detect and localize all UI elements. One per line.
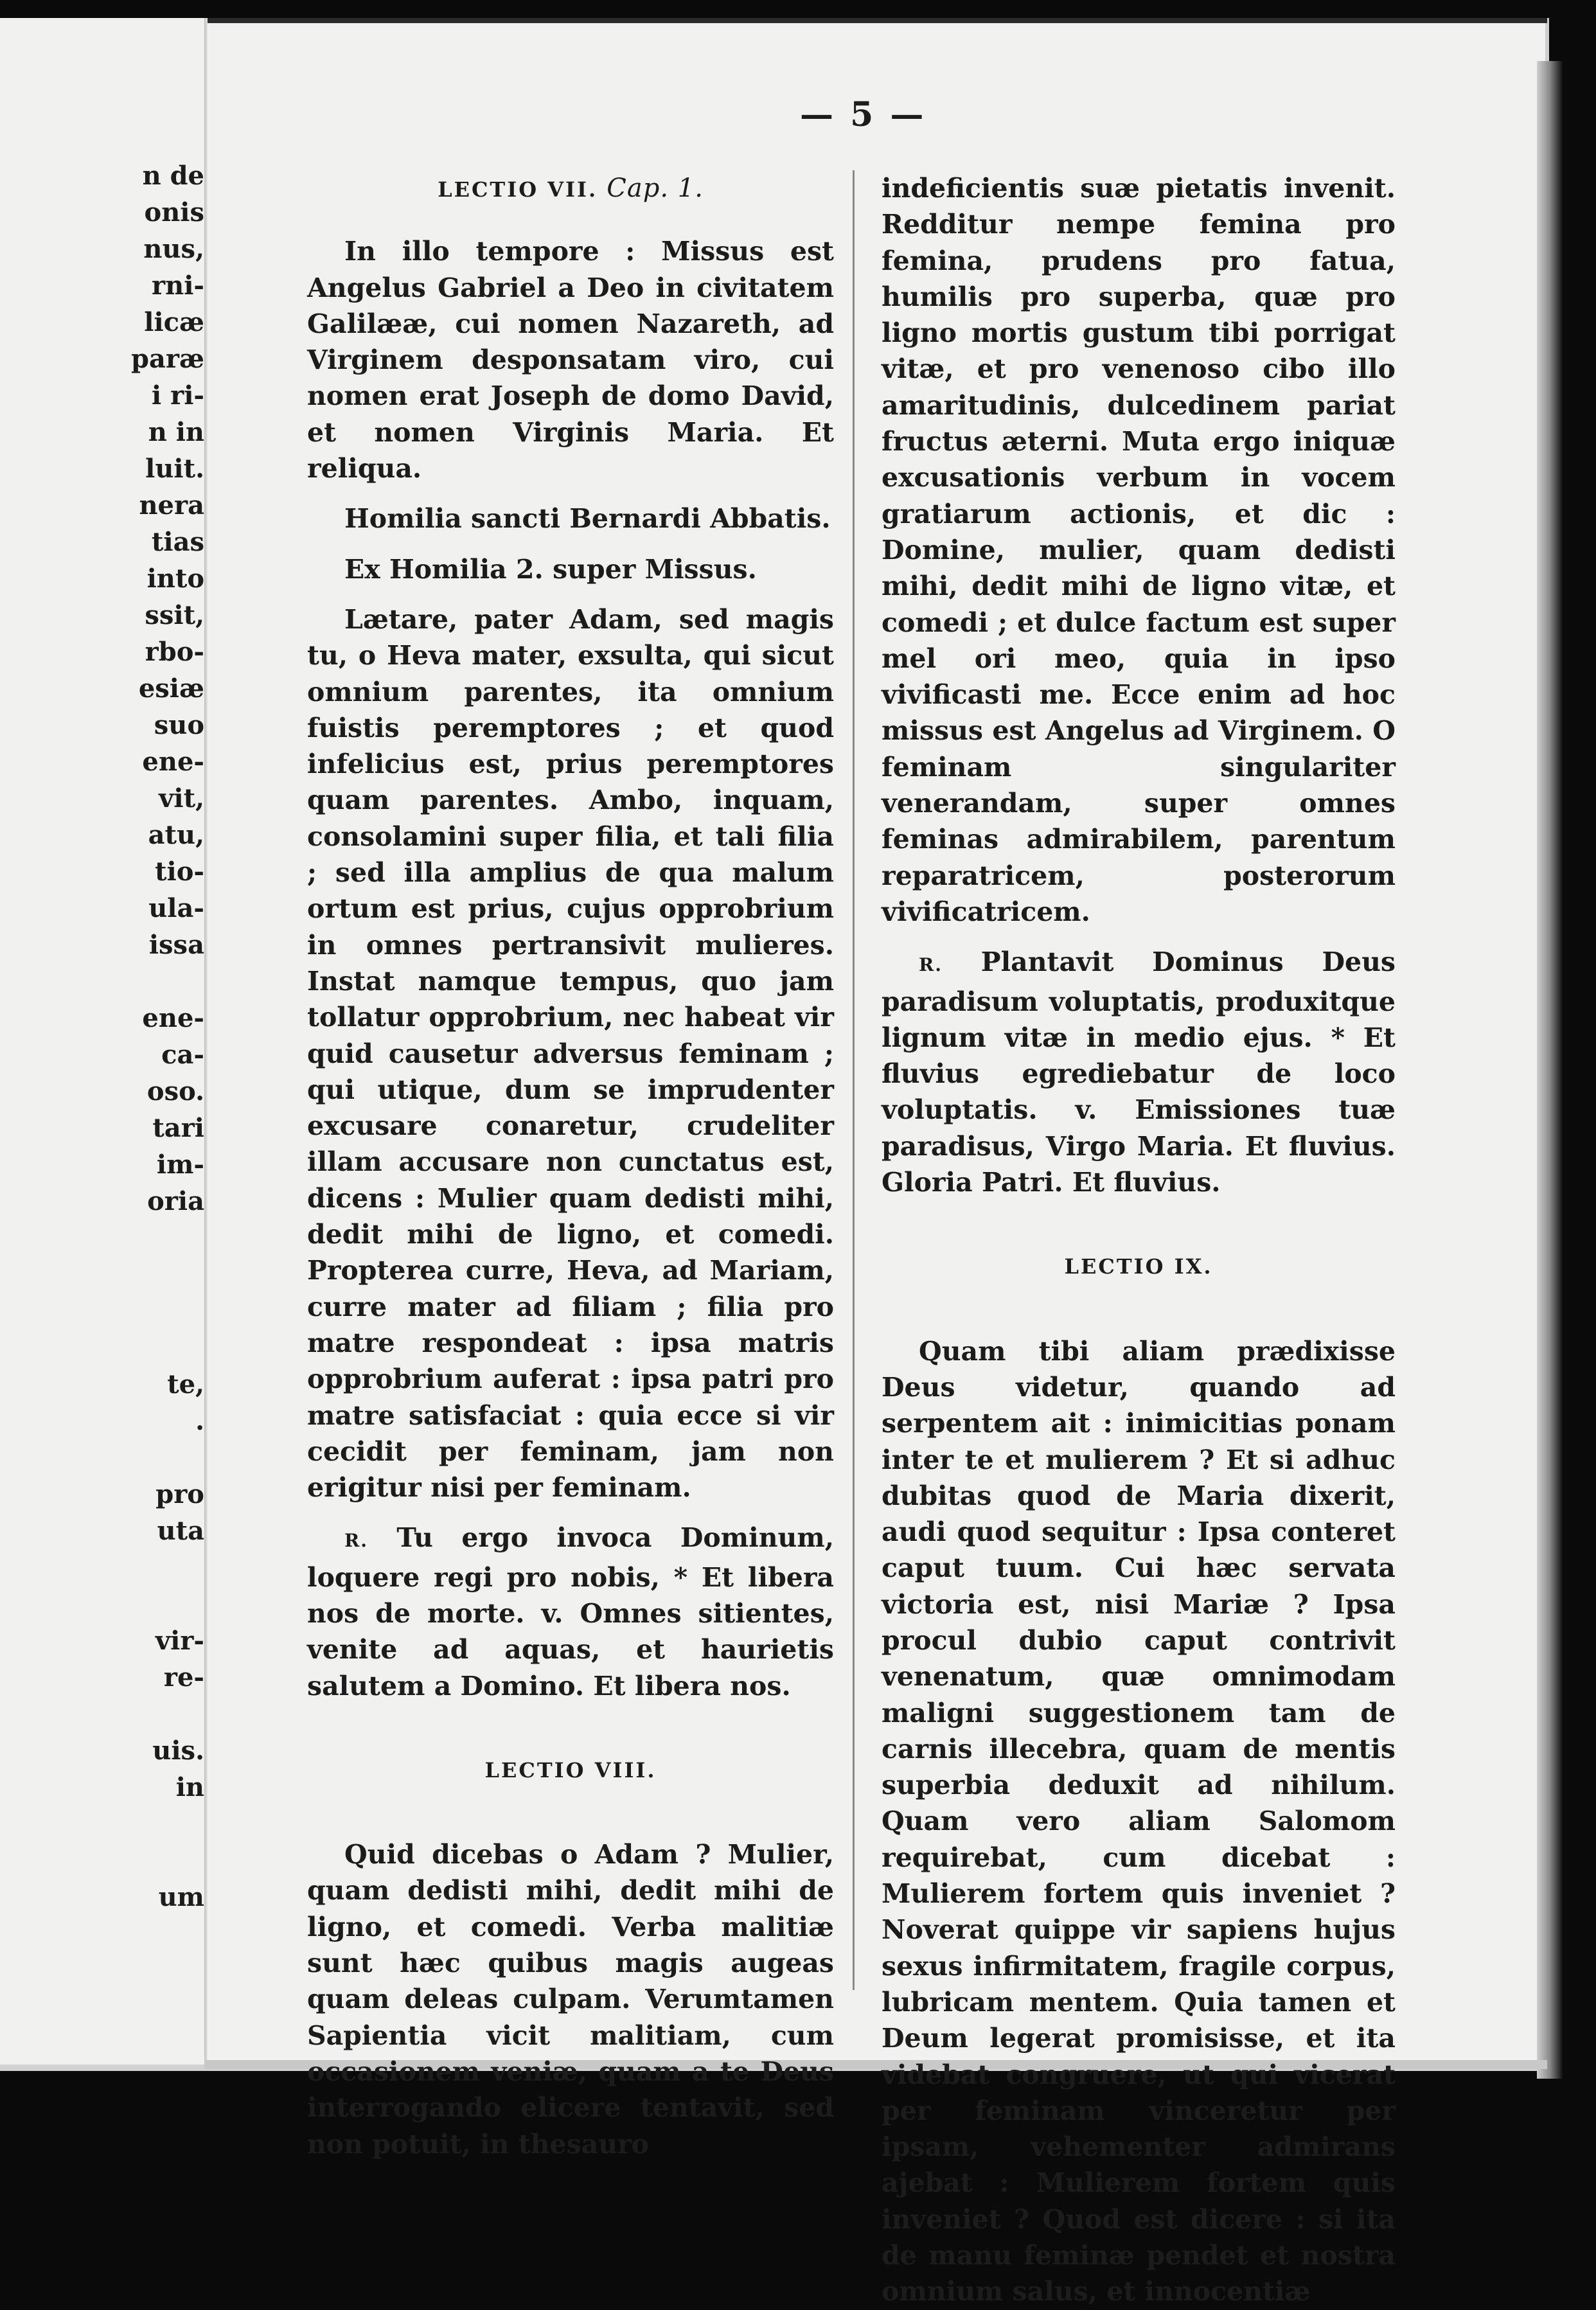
previous-page-line	[0, 1513, 204, 1549]
previous-page-fragment: ene-	[142, 1003, 204, 1033]
previous-page-line	[0, 487, 204, 524]
responsory-7-mark: R.	[344, 1530, 369, 1552]
previous-page-fragment: into	[146, 564, 204, 594]
responsory-7-text: Tu ergo invoca Dominum, loquere regi pro nobis, * Et libera nos de morte. v. Omnes sitientes, venite ad aquas, et haurietis salutem a Domino. Et libera nos.	[307, 1522, 834, 1701]
previous-page-fragment: n in	[148, 417, 204, 447]
right-column	[882, 170, 1396, 2310]
previous-page-fragment: pro	[155, 1479, 204, 1509]
previous-page-line	[0, 1183, 204, 1220]
previous-page-line	[0, 1146, 204, 1183]
previous-page-fragment: ene-	[142, 747, 204, 777]
previous-page-fragment: n de	[142, 161, 204, 191]
previous-page-fragment: um	[158, 1882, 204, 1912]
previous-page-line	[0, 1256, 204, 1293]
previous-page-fragment: paræ	[131, 344, 204, 374]
previous-page-fragment: re-	[163, 1662, 204, 1693]
previous-page-fragment: licæ	[144, 307, 204, 337]
previous-page-fragment: tias	[151, 527, 204, 557]
previous-page-line	[0, 1842, 204, 1879]
lectio-7-chapter: Cap. 1.	[607, 173, 704, 203]
responsory-7	[307, 1520, 834, 1703]
lectio-8-continued: indeficientis suæ pietatis invenit. Redditur nempe femina pro femina, prudens pro fatua, humilis pro superba, quæ pro ligno mortis gustum tibi porrigat vitæ, et pro venenoso cibo illo amaritudinis, dulcedinem pariat fructus æterni. Muta ergo iniquæ excusationis verbum in vocem gratiarum actionis, et dic : Domine, mulier, quam dedisti mihi, dedit mihi de ligno vitæ, et comedi ; et dulce factum est super mel ori meo, quia in ipso vivificasti me. Ecce enim ad hoc missus est Angelus ad Virginem. O feminam singulariter venerandam, super omnes feminas admirabilem, parentum reparatricem, posterorum vivificatricem.	[882, 173, 1396, 927]
previous-page-fragment: vit,	[159, 783, 204, 813]
previous-page-line	[0, 634, 204, 670]
previous-page-fragment: oria	[147, 1186, 204, 1216]
previous-page-line	[0, 231, 204, 267]
previous-page-line	[0, 1806, 204, 1842]
responsory-8	[882, 944, 1396, 1200]
previous-page-fragment: nera	[139, 490, 204, 520]
previous-page-line	[0, 1036, 204, 1073]
gospel-text: In illo tempore : Missus est Angelus Gabriel a Deo in civitatem Galilææ, cui nomen Nazareth, ad Virginem desponsatam viro, cui nomen erat Joseph de domo David, et nomen Virginis Maria. Et reliqua.	[307, 236, 834, 484]
previous-page-line	[0, 1879, 204, 1915]
previous-page-line	[0, 1329, 204, 1366]
previous-page-line	[0, 267, 204, 304]
previous-page-line	[0, 1586, 204, 1622]
responsory-8-mark: R.	[919, 954, 943, 976]
previous-page-fragment: onis	[144, 197, 204, 227]
previous-page-line	[0, 1622, 204, 1659]
previous-page-line	[0, 1073, 204, 1110]
previous-page-fragment: nus,	[143, 234, 204, 264]
previous-page-line	[0, 194, 204, 231]
previous-page-line	[0, 853, 204, 890]
previous-page-line	[0, 1293, 204, 1329]
previous-page-fragment: ssit,	[145, 600, 204, 630]
previous-page-line	[0, 377, 204, 414]
lectio-7-text: Lætare, pater Adam, sed magis tu, o Heva mater, exsulta, qui sicut omnium parentes, ita omnium fuistis peremptores ; et quod infelicius est, prius peremptores quam parentes. Ambo, inquam, consolamini super filia, et tali filia ; sed illa amplius de qua malum ortum est prius, cujus opprobrium in omnes pertransivit mulieres. Instat namque tempus, quo jam tollatur opprobrium, nec habeat vir quid causetur adversus feminam ; qui utique, dum se imprudenter excusare conaretur, crudeliter illam accusare non cunctatus est, dicens : Mulier quam dedisti mihi, dedit mihi de ligno, et comedi. Propterea curre, Heva, ad Mariam, curre mater ad filiam ; filia pro matre respondeat : ipsa matris opprobrium auferat : ipsa patri pro matre satisfaciat : quia ecce si vir cecidit per feminam, jam non erigitur nisi per feminam.	[307, 603, 834, 1504]
previous-page-fragment: tio-	[155, 857, 204, 887]
previous-page-fragment: in	[175, 1772, 204, 1802]
previous-page-fragment: uis.	[152, 1736, 204, 1766]
previous-page-line	[0, 1696, 204, 1732]
previous-page-fragment: issa	[148, 930, 204, 960]
previous-page-line	[0, 890, 204, 927]
previous-page-fragment: tari	[152, 1113, 204, 1143]
top-edge	[204, 18, 1547, 23]
previous-page-line	[0, 1769, 204, 1806]
previous-page-fragment: ula-	[148, 893, 204, 923]
previous-page-fragment: ca-	[161, 1040, 204, 1070]
previous-page-line	[0, 1439, 204, 1476]
previous-page-line	[0, 450, 204, 487]
previous-page-line	[0, 1110, 204, 1146]
previous-page-fragment: im-	[156, 1150, 204, 1180]
previous-page-line	[0, 817, 204, 853]
previous-page-fragment: oso.	[146, 1076, 204, 1106]
lectio-9-text: Quam tibi aliam prædixisse Deus videtur, quando ad serpentem ait : inimicitias ponam inter te et mulierem ? Et si adhuc dubitas quod de Maria dixerit, audi quod sequitur : Ipsa conteret caput tuum. Cui hæc servata victoria est, nisi Mariæ ? Ipsa procul dubio caput contrivit venenatum, quæ omnimodam maligni suggestionem tam de carnis illecebra, quam de mentis superbia deduxit ad nihilum. Quam vero aliam Salomom requirebat, cum dicebat : Mulierem fortem quis inveniet ? Noverat quippe vir sapiens hujus sexus infirmitatem, fragile corpus, lubricam mentem. Quia tamen et Deum legerat promisisse, et ita videbat congruere, ut qui vicerat per feminam vinceretur per ipsam, vehementer admirans ajebat : Mulierem fortem quis inveniet ? Quod est dicere : si ita de manu feminæ pendet et nostra omnium salus, et innocentiæ	[882, 1335, 1396, 2307]
lectio-7-heading	[307, 170, 834, 208]
previous-page-fragment: rni-	[152, 271, 204, 301]
previous-page-line	[0, 1659, 204, 1696]
previous-page-fragment: rbo-	[145, 637, 204, 667]
page-number: — 5 —	[800, 95, 927, 134]
lectio-8-text: Quid dicebas o Adam ? Mulier, quam dedisti mihi, dedit mihi de ligno, et comedi. Verba malitiæ sunt hæc quibus magis augeas quam deleas culpam. Verumtamen Sapientia vicit malitiam, cum occasionem veniæ, quam a te Deus interrogando elicere tentavit, sed non potuit, in thesauro	[307, 1839, 834, 2160]
previous-page-fragment: uta	[157, 1516, 204, 1546]
previous-page-fragment: atu,	[148, 820, 204, 850]
previous-page-fragment: vir-	[155, 1626, 204, 1656]
previous-page-fragment: .	[195, 1406, 204, 1436]
previous-page-fragment: i ri-	[152, 380, 204, 411]
previous-page-line	[0, 597, 204, 634]
homily-title: Homilia sancti Bernardi Abbatis.	[344, 503, 831, 535]
left-column	[307, 170, 834, 2162]
column-divider	[853, 170, 855, 1990]
previous-page-line	[0, 1000, 204, 1036]
previous-page-line	[0, 1403, 204, 1439]
page-edge-shadow	[1537, 61, 1563, 2079]
previous-page-line	[0, 963, 204, 1000]
lectio-9-heading: LECTIO IX.	[1064, 1254, 1213, 1279]
previous-page-line	[0, 1732, 204, 1769]
previous-page-line	[0, 157, 204, 194]
previous-page-line	[0, 743, 204, 780]
previous-page-line	[0, 560, 204, 597]
previous-page-line	[0, 414, 204, 450]
previous-page-line	[0, 1476, 204, 1513]
previous-page-fragments	[0, 157, 204, 1915]
previous-page-line	[0, 1366, 204, 1403]
previous-page-fragment: te,	[167, 1369, 204, 1399]
previous-page-line	[0, 304, 204, 341]
page-fold	[204, 18, 208, 2068]
previous-page-line	[0, 341, 204, 377]
previous-page-line	[0, 927, 204, 963]
previous-page-line	[0, 670, 204, 707]
previous-page-line	[0, 707, 204, 743]
previous-page-line	[0, 780, 204, 817]
lectio-8-heading: LECTIO VIII.	[484, 1757, 657, 1782]
lectio-7-title: LECTIO VII.	[438, 177, 598, 202]
previous-page-fragment: luit.	[145, 454, 204, 484]
previous-page-fragment: suo	[154, 710, 204, 740]
responsory-8-text: Plantavit Dominus Deus paradisum voluptatis, produxitque lignum vitæ in medio ejus. * Et fluvius egrediebatur de loco voluptatis. v. Emissiones tuæ paradisus, Virgo Maria. Et fluvius. Gloria Patri. Et fluvius.	[882, 946, 1396, 1198]
previous-page-line	[0, 1220, 204, 1256]
previous-page-fragment: esiæ	[138, 673, 204, 704]
previous-page-line	[0, 1549, 204, 1586]
homily-source: Ex Homilia 2. super Missus.	[344, 553, 757, 585]
previous-page-line	[0, 524, 204, 560]
